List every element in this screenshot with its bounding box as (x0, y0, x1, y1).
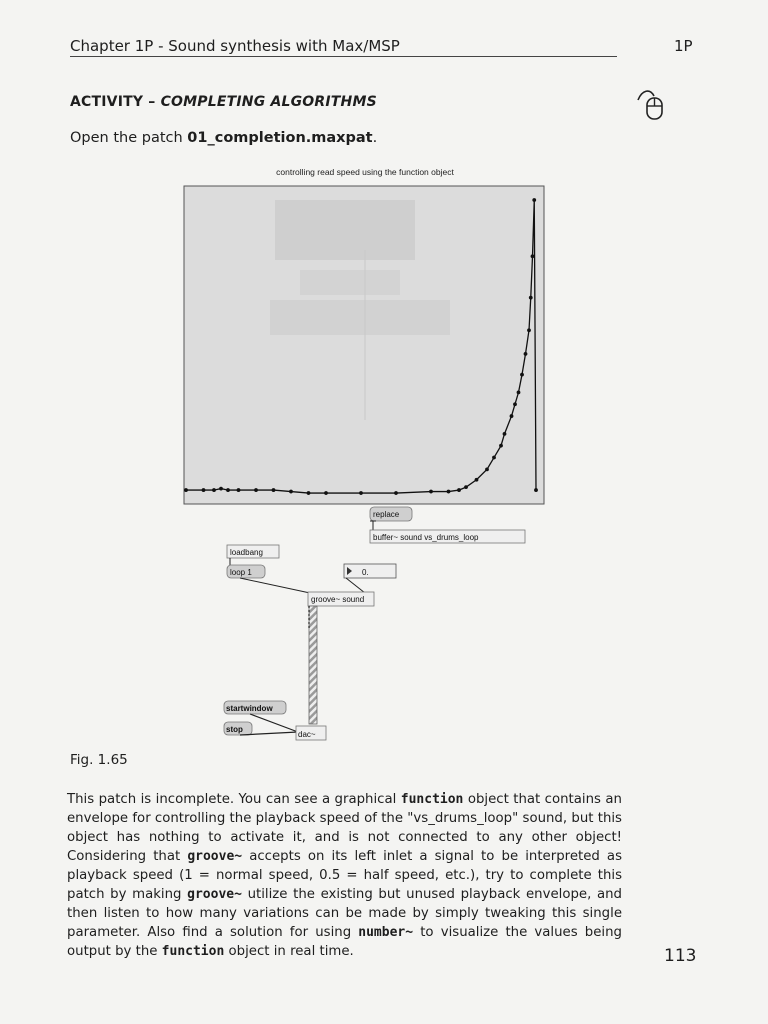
stop-label: stop (226, 725, 243, 734)
activity-title (70, 94, 377, 110)
envelope-point[interactable] (394, 491, 398, 495)
body-text-3: accepts on its left inlet a signal to be interpreted as playback speed (1 = normal speed, 0.5 = half speed, etc.), try to complete this patch by making (67, 849, 623, 902)
max-patch-figure (180, 160, 550, 760)
running-header-section: 1P (674, 37, 693, 55)
page-number: 113 (664, 946, 697, 966)
envelope-point[interactable] (202, 488, 206, 492)
envelope-point[interactable] (272, 488, 276, 492)
envelope-point[interactable] (429, 490, 433, 494)
envelope-point[interactable] (237, 488, 241, 492)
envelope-point[interactable] (464, 485, 468, 489)
body-text-5: to visualize the values being output by the (67, 925, 622, 959)
body-text-4: utilize the existing but unused playback envelope, and then listen to how many variations can be made by simply tweaking this single parameter. Also find a solution for using (67, 887, 622, 940)
number-value: 0. (362, 568, 369, 577)
envelope-point[interactable] (534, 488, 538, 492)
loadbang-label: loadbang (230, 548, 263, 557)
dac-label: dac~ (298, 730, 316, 739)
code-groove-1: groove~ (187, 849, 243, 864)
activity-title-name: COMPLETING ALGORITHMS (160, 94, 377, 110)
envelope-point[interactable] (524, 352, 528, 356)
envelope-point[interactable] (254, 488, 258, 492)
envelope-point[interactable] (513, 402, 517, 406)
code-number: number~ (358, 925, 414, 940)
buffer-object[interactable] (370, 530, 525, 543)
startwindow-message[interactable] (224, 701, 286, 714)
instruction-suffix: . (372, 130, 378, 146)
envelope-point[interactable] (359, 491, 363, 495)
envelope-point[interactable] (510, 414, 514, 418)
function-object[interactable] (184, 186, 544, 504)
loop-label: loop 1 (230, 568, 252, 577)
figure-title: controlling read speed using the function object (276, 167, 454, 177)
buffer-label: buffer~ sound vs_drums_loop (373, 533, 479, 542)
envelope-point[interactable] (184, 488, 188, 492)
body-paragraph (67, 790, 622, 961)
envelope-point[interactable] (226, 488, 230, 492)
envelope-point[interactable] (517, 391, 521, 395)
envelope-point[interactable] (499, 444, 503, 448)
envelope-point[interactable] (485, 467, 489, 471)
body-text-1: This patch is incomplete. You can see a graphical (67, 792, 401, 807)
stop-message[interactable] (224, 722, 252, 735)
envelope-point[interactable] (503, 432, 507, 436)
mouse-icon (636, 86, 666, 122)
loadbang-object[interactable] (227, 545, 279, 558)
envelope-point[interactable] (532, 198, 536, 202)
header-rule (70, 56, 617, 57)
startwindow-label: startwindow (226, 704, 273, 713)
replace-message[interactable] (370, 507, 412, 521)
groove-label: groove~ sound (311, 595, 365, 604)
envelope-point[interactable] (307, 491, 311, 495)
envelope-point[interactable] (529, 296, 533, 300)
instruction-prefix: Open the patch (70, 130, 188, 146)
envelope-point[interactable] (219, 487, 223, 491)
envelope-point[interactable] (212, 488, 216, 492)
envelope-point[interactable] (457, 488, 461, 492)
envelope-point[interactable] (289, 490, 293, 494)
code-groove-2: groove~ (187, 887, 242, 902)
envelope-point[interactable] (520, 373, 524, 377)
replace-label: replace (373, 510, 400, 519)
number-box[interactable] (344, 564, 396, 578)
activity-title-prefix: ACTIVITY – (70, 94, 161, 110)
dac-object[interactable] (296, 726, 326, 740)
envelope-point[interactable] (475, 478, 479, 482)
envelope-point[interactable] (492, 456, 496, 460)
code-function-1: function (400, 792, 464, 807)
loop-message[interactable] (227, 565, 265, 578)
envelope-point[interactable] (531, 254, 535, 258)
code-function-2: function (161, 944, 225, 959)
envelope-point[interactable] (527, 328, 531, 332)
envelope-point[interactable] (324, 491, 328, 495)
envelope-point[interactable] (447, 490, 451, 494)
groove-object[interactable] (308, 592, 374, 606)
signal-cord (309, 606, 317, 724)
running-header-chapter: Chapter 1P - Sound synthesis with Max/MSP (70, 37, 400, 55)
patch-filename: 01_completion.maxpat (187, 130, 373, 146)
figure-caption: Fig. 1.65 (70, 752, 128, 768)
body-text-2: object that contains an envelope for controlling the playback speed of the "vs_drums_loop" sound, but this object has nothing to activate it, and is not connected to any other object! Considering that (67, 792, 622, 864)
body-text-6: object in real time. (224, 944, 354, 959)
instruction-text (70, 130, 377, 146)
